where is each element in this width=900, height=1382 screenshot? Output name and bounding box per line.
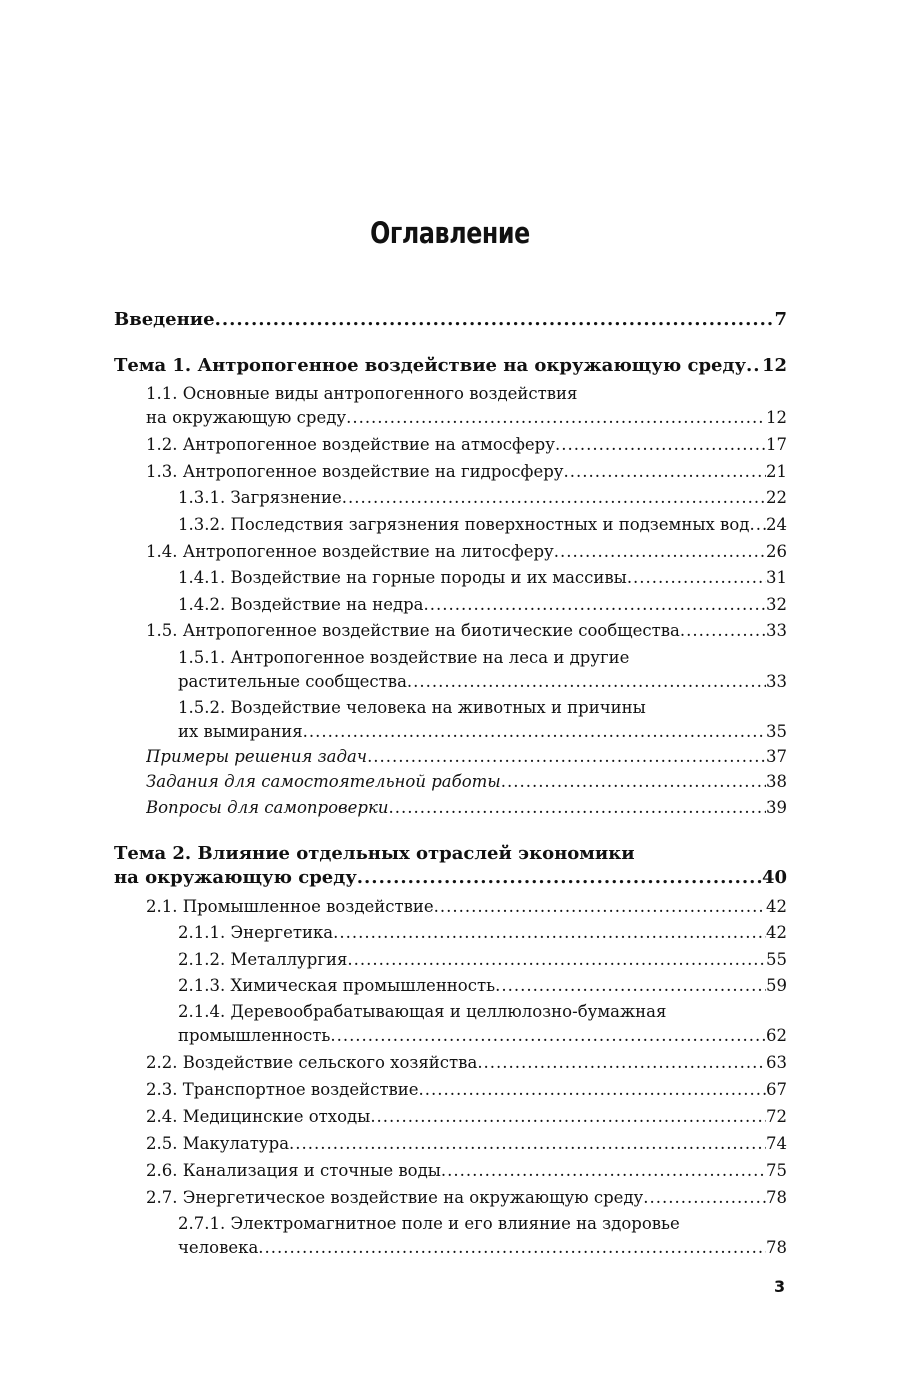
toc-entry-page: 35 [766, 722, 787, 741]
toc-entry[interactable] [146, 1186, 787, 1210]
dot-leader [564, 460, 766, 484]
page-title: Оглавление [370, 216, 530, 250]
toc-entry[interactable] [146, 796, 787, 820]
toc-entry[interactable] [146, 770, 787, 794]
toc-entry-title: Тема 1. Антропогенное воздействие на окружающую среду [114, 355, 747, 376]
toc-entry[interactable] [146, 540, 787, 564]
toc-entry-page: 39 [766, 798, 787, 817]
toc-entry[interactable] [178, 593, 787, 617]
toc-entry[interactable] [146, 895, 787, 919]
toc-entry-title: на окружающую среду [146, 408, 347, 427]
toc-entry-page: 62 [766, 1026, 787, 1045]
toc-entry-page: 72 [766, 1107, 787, 1126]
toc-entry-page: 33 [766, 621, 787, 640]
dot-leader [215, 308, 775, 332]
toc-entry[interactable] [146, 619, 787, 643]
toc-entry-title: 2.1. Промышленное воздействие [146, 897, 434, 916]
dot-leader [333, 921, 766, 945]
toc-entry[interactable] [114, 308, 787, 332]
toc-entry-page: 26 [766, 542, 787, 561]
toc-entry[interactable] [178, 1000, 787, 1048]
toc-entry-title-line: 1.5.2. Воздействие человека на животных и причины [178, 698, 646, 717]
toc-entry-page: 67 [766, 1080, 787, 1099]
toc-entry-title: 2.1.2. Металлургия [178, 950, 348, 969]
dot-leader [407, 670, 766, 694]
toc-entry[interactable] [178, 948, 787, 972]
toc-entry-title: 1.3.2. Последствия загрязнения поверхностных и подземных вод [178, 515, 750, 534]
toc-entry[interactable] [146, 1132, 787, 1156]
toc-entry[interactable] [146, 1105, 787, 1129]
toc-entry-title-line: 1.1. Основные виды антропогенного воздействия [146, 384, 578, 403]
toc-entry-title: 1.3.1. Загрязнение [178, 488, 342, 507]
toc-entry-page: 74 [766, 1134, 787, 1153]
toc-entry-page: 38 [766, 772, 787, 791]
toc-entry-title-line: 2.7.1. Электромагнитное поле и его влияние на здоровье [178, 1214, 680, 1233]
toc-entry-page: 22 [766, 488, 787, 507]
toc-entry-page: 12 [761, 355, 787, 376]
toc-entry[interactable] [114, 842, 787, 890]
toc-entry-title: Введение [114, 309, 215, 330]
toc-entry-title: 2.7. Энергетическое воздействие на окружающую среду [146, 1188, 644, 1207]
toc-entry-title: 1.4.2. Воздействие на недра [178, 595, 424, 614]
toc-entry-page: 55 [766, 950, 787, 969]
toc-entry-page: 31 [766, 568, 787, 587]
toc-entry[interactable] [178, 921, 787, 945]
toc-entry[interactable] [146, 1159, 787, 1183]
toc-entry-title: их вымирания [178, 722, 303, 741]
toc-entry-page: 24 [766, 515, 787, 534]
toc-entry-page: 40 [761, 867, 787, 888]
toc-entry-page: 32 [766, 595, 787, 614]
toc-entry-page: 7 [774, 309, 787, 330]
toc-entry-title: 2.4. Медицинские отходы [146, 1107, 371, 1126]
dot-leader [434, 895, 766, 919]
toc-entry-page: 12 [766, 408, 787, 427]
toc-entry-page: 33 [766, 672, 787, 691]
dot-leader [746, 354, 762, 378]
toc-entry[interactable] [146, 433, 787, 457]
dot-leader [289, 1132, 766, 1156]
toc-entry-title: 2.6. Канализация и сточные воды [146, 1161, 441, 1180]
toc-entry-title: 1.5. Антропогенное воздействие на биотические сообщества [146, 621, 680, 640]
dot-leader [643, 1186, 766, 1210]
toc-entry-page: 78 [766, 1188, 787, 1207]
dot-leader [342, 486, 766, 510]
toc-entry[interactable] [178, 566, 787, 590]
dot-leader [367, 745, 766, 769]
dot-leader [501, 770, 766, 794]
dot-leader [258, 1236, 766, 1260]
toc-entry-title: 1.2. Антропогенное воздействие на атмосферу [146, 435, 555, 454]
dot-leader [303, 720, 766, 744]
toc-entry[interactable] [178, 974, 787, 998]
toc-entry-page: 17 [766, 435, 787, 454]
dot-leader [370, 1105, 766, 1129]
toc-entry-title: Задания для самостоятельной работы [146, 772, 501, 791]
dot-leader [347, 948, 766, 972]
toc-entry[interactable] [178, 513, 787, 537]
toc-entry-title: промышленность [178, 1026, 331, 1045]
toc-entry-page: 63 [766, 1053, 787, 1072]
toc-entry-title: 1.3. Антропогенное воздействие на гидросферу [146, 462, 564, 481]
toc-entry-page: 21 [766, 462, 787, 481]
dot-leader [477, 1051, 766, 1075]
dot-leader [419, 1078, 767, 1102]
dot-leader [330, 1024, 766, 1048]
toc-entry-page: 78 [766, 1238, 787, 1257]
dot-leader [388, 796, 766, 820]
toc-entry[interactable] [146, 460, 787, 484]
dot-leader [627, 566, 766, 590]
toc-entry-page: 42 [766, 923, 787, 942]
dot-leader [424, 593, 766, 617]
toc-entry[interactable] [178, 696, 787, 744]
dot-leader [680, 619, 766, 643]
page-number: 3 [774, 1277, 786, 1296]
dot-leader [357, 866, 762, 890]
toc-entry-title: растительные сообщества [178, 672, 407, 691]
toc-entry[interactable] [178, 646, 787, 694]
dot-leader [554, 540, 766, 564]
toc-entry-title: 2.1.3. Химическая промышленность [178, 976, 496, 995]
toc-entry-title-line: Тема 2. Влияние отдельных отраслей экономики [114, 843, 635, 864]
toc-entry-title: 2.1.1. Энергетика [178, 923, 334, 942]
toc-entry-page: 59 [766, 976, 787, 995]
toc-entry-title: 1.4.1. Воздействие на горные породы и их массивы [178, 568, 627, 587]
toc-entry-title: 2.5. Макулатура [146, 1134, 290, 1153]
toc-entry[interactable] [178, 486, 787, 510]
dot-leader [555, 433, 766, 457]
toc-entry-title: 2.3. Транспортное воздействие [146, 1080, 419, 1099]
toc-entry[interactable] [178, 1212, 787, 1260]
toc-entry-title-line: 1.5.1. Антропогенное воздействие на леса и другие [178, 648, 630, 667]
toc-entry-title: на окружающую среду [114, 867, 357, 888]
toc-entry-title: 1.4. Антропогенное воздействие на литосферу [146, 542, 554, 561]
toc-entry[interactable] [146, 745, 787, 769]
toc-entry-title: 2.2. Воздействие сельского хозяйства [146, 1053, 478, 1072]
toc-entry[interactable] [146, 1078, 787, 1102]
toc-entry-title: Вопросы для самопроверки [146, 798, 389, 817]
toc-entry-title-line: 2.1.4. Деревообрабатывающая и целлюлозно-бумажная [178, 1002, 667, 1021]
toc-entry[interactable] [146, 1051, 787, 1075]
toc-entry-page: 42 [766, 897, 787, 916]
toc-entry-page: 75 [766, 1161, 787, 1180]
dot-leader [749, 513, 766, 537]
toc-entry[interactable] [146, 382, 787, 430]
toc-entry-page: 37 [766, 747, 787, 766]
toc-entry-title: Примеры решения задач [146, 747, 368, 766]
toc-entry[interactable] [114, 354, 787, 378]
dot-leader [346, 406, 766, 430]
toc-entry-title: человека [178, 1238, 259, 1257]
dot-leader [441, 1159, 766, 1183]
dot-leader [495, 974, 766, 998]
